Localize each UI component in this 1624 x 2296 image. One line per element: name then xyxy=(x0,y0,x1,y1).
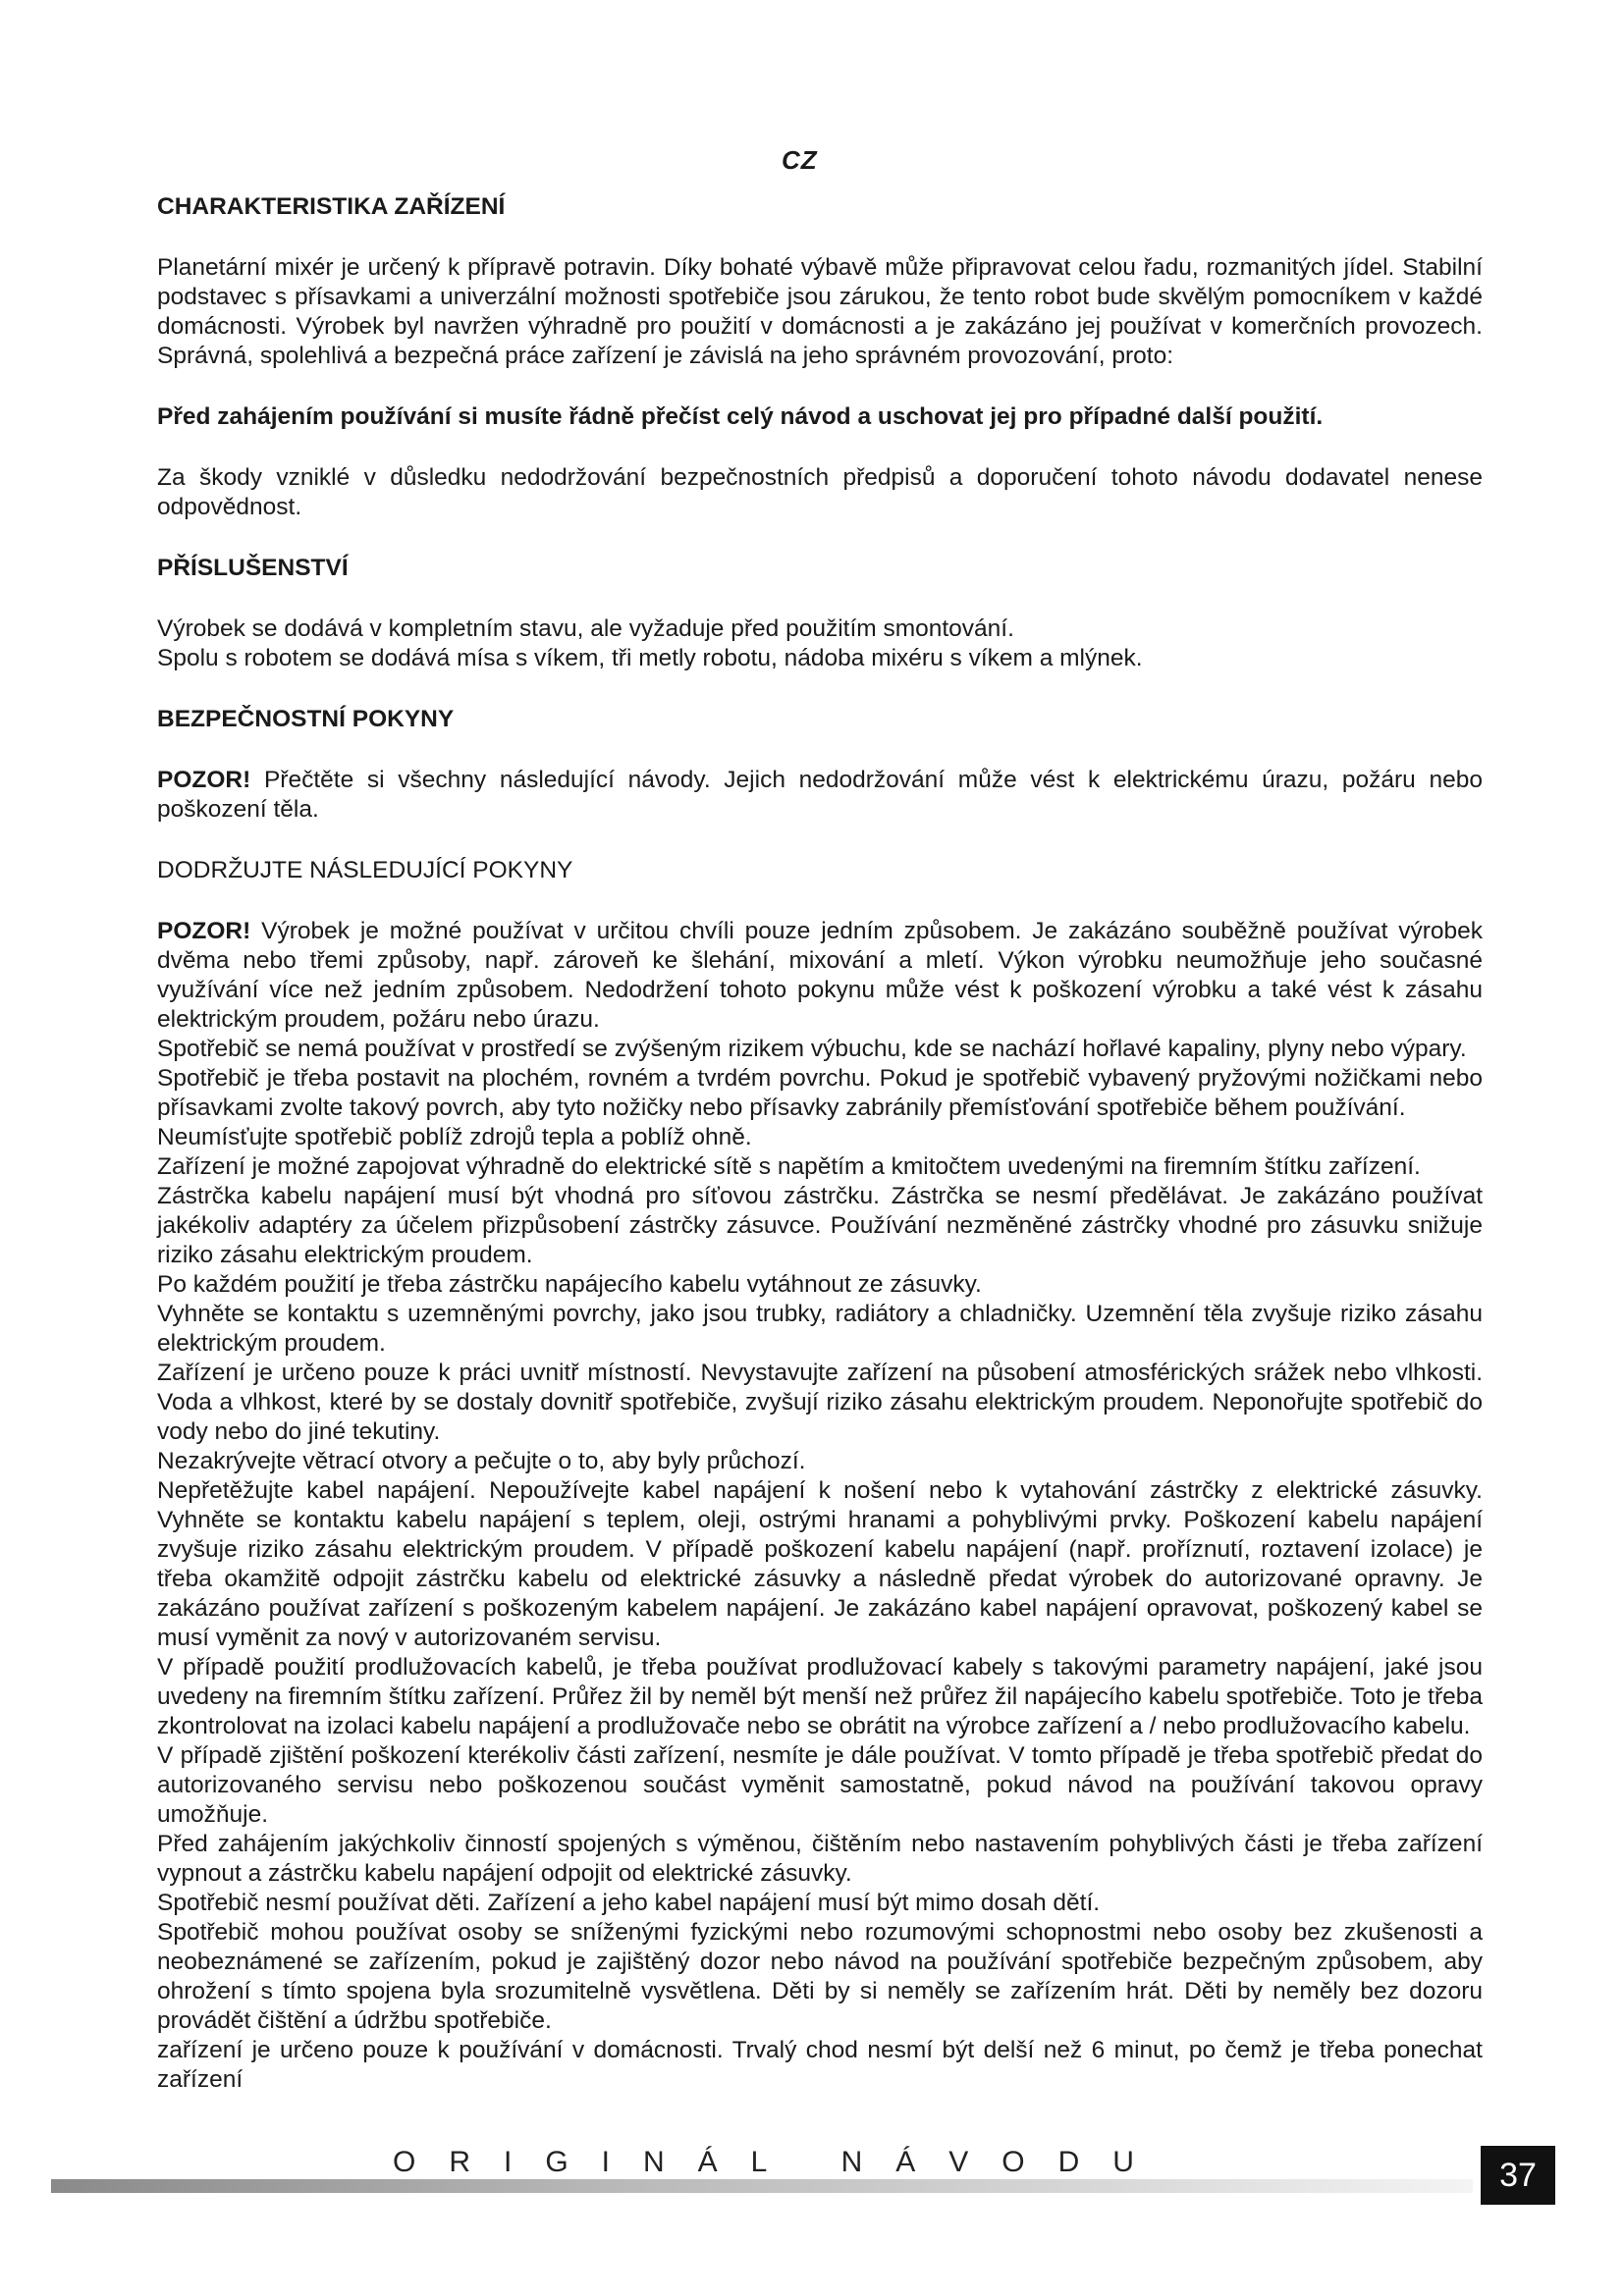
section-title-characteristics: CHARAKTERISTIKA ZAŘÍZENÍ xyxy=(157,193,506,220)
paragraph-safety-warning xyxy=(157,766,1483,825)
safety-item: Neumísťujte spotřebič poblíž zdrojů tepla a poblíž ohně. xyxy=(157,1124,752,1150)
document-body xyxy=(157,192,1483,2095)
safety-item: V případě použití prodlužovacích kabelů, je třeba používat prodlužovací kabely s takovými parametry napájení, jaké jsou uvedeny na firemním štítku zařízení. Průřez žil by neměl být menší než průřez žil napájecího kabelu spotřebiče. Toto je třeba zkontrolovat na izolaci kabelu napájení a prodlužovače nebo se obrátit na výrobce zařízení a / nebo prodlužovacího kabelu. xyxy=(157,1654,1483,1739)
safety-item: Před zahájením jakýchkoliv činností spojených s výměnou, čištěním nebo nastavením pohyblivých části je třeba zařízení vypnout a zástrčku kabelu napájení odpojit od elektrické zásuvky. xyxy=(157,1831,1483,1887)
safety-item: Zástrčka kabelu napájení musí být vhodná pro síťovou zástrčku. Zástrčka se nesmí předělávat. Je zakázáno používat jakékoliv adaptéry za účelem přizpůsobení zástrčky zásuvce. Používání nezměněné zástrčky vhodné pro zásuvku snižuje riziko zásahu elektrickým proudem. xyxy=(157,1183,1483,1268)
safety-item: Po každém použití je třeba zástrčku napájecího kabelu vytáhnout ze zásuvky. xyxy=(157,1271,982,1298)
warning-label: POZOR! xyxy=(157,918,251,944)
language-code: CZ xyxy=(782,145,818,175)
footer-title: ORIGINÁL NÁVODU xyxy=(393,2146,1167,2178)
safety-item: Nezakrývejte větrací otvory a pečujte o to, aby byly průchozí. xyxy=(157,1448,806,1474)
footer-gradient-bar xyxy=(51,2179,1473,2193)
safety-item: Zařízení je určeno pouze k práci uvnitř místností. Nevystavujte zařízení na působení atmosférických srážek nebo vlhkosti. Voda a vlhkost, které by se dostaly dovnitř spotřebiče, zvyšují riziko zásahu elektrickým proudem. Neponořujte spotřebič do vody nebo do jiné tekutiny. xyxy=(157,1360,1483,1445)
warning-text: Výrobek je možné používat v určitou chvíli pouze jedním způsobem. Je zakázáno souběžně používat výrobek dvěma nebo třemi způsoby, např. zároveň ke šlehání, mixování a mletí. Výkon výrobku neumožňuje jeho současné využívání více než jedním způsobem. Nedodržení tohoto pokynu může vést k poškození výrobku a také vést k zásahu elektrickým proudem, požáru nebo úrazu. xyxy=(157,918,1483,1033)
safety-item: Spotřebič se nemá používat v prostředí se zvýšeným rizikem výbuchu, kde se nachází hořlavé kapaliny, plyny nebo výpary. xyxy=(157,1036,1467,1062)
safety-item: V případě zjištění poškození kterékoliv části zařízení, nesmíte je dále používat. V tomto případě je třeba spotřebič předat do autorizovaného servisu nebo poškozenou součást vyměnit samostatně, pokud návod na používání takovou opravy umožňuje. xyxy=(157,1742,1483,1828)
safety-item: Spotřebič je třeba postavit na plochém, rovném a tvrdém povrchu. Pokud je spotřebič vybavený pryžovými nožičkami nebo přísavkami zvolte takový povrch, aby tyto nožičky nebo přísavky zabránily přemísťování spotřebiče během používání. xyxy=(157,1065,1483,1121)
paragraph-liability: Za škody vzniklé v důsledku nedodržování bezpečnostních předpisů a doporučení tohoto návodu dodavatel nenese odpovědnost. xyxy=(157,464,1483,520)
section-title-follow: DODRŽUJTE NÁSLEDUJÍCÍ POKYNY xyxy=(157,857,573,883)
paragraph-accessories-1: Výrobek se dodává v kompletním stavu, ale vyžaduje před použitím smontování. xyxy=(157,615,1014,642)
section-title-safety: BEZPEČNOSTNÍ POKYNY xyxy=(157,706,455,732)
warning-text: Přečtěte si všechny následující návody. Jejich nedodržování může vést k elektrickému úrazu, požáru nebo poškození těla. xyxy=(157,767,1483,823)
warning-label: POZOR! xyxy=(157,767,251,793)
page-number: 37 xyxy=(1481,2146,1555,2205)
safety-item: Nepřetěžujte kabel napájení. Nepoužívejte kabel napájení k nošení nebo k vytahování zástrčky z elektrické zásuvky. Vyhněte se kontaktu kabelu napájení s teplem, oleji, ostrými hranami a pohyblivými prvky. Poškození kabelu napájení zvyšuje riziko zásahu elektrickým proudem. V případě poškození kabelu napájení (např. proříznutí, roztavení izolace) je třeba okamžitě odpojit zástrčku kabelu od elektrické zásuvky a následně předat výrobek do autorizované opravny. Je zakázáno používat zařízení s poškozeným kabelem napájení. Je zakázáno kabel napájení opravovat, poškozený kabel se musí vyměnit za nový v autorizovaném servisu. xyxy=(157,1477,1483,1651)
safety-item: Spotřebič nesmí používat děti. Zařízení a jeho kabel napájení musí být mimo dosah dětí. xyxy=(157,1890,1101,1916)
paragraph-read-manual: Před zahájením používání si musíte řádně přečíst celý návod a uschovat jej pro případné další použití. xyxy=(157,403,1324,430)
paragraph-characteristics: Planetární mixér je určený k přípravě potravin. Díky bohaté výbavě může připravovat celou řadu, rozmanitých jídel. Stabilní podstavec s přísavkami a univerzální možnosti spotřebiče jsou zárukou, že tento robot bude skvělým pomocníkem v každé domácnosti. Výrobek byl navržen výhradně pro použití v domácnosti a je zakázáno jej používat v komerčních provozech. Správná, spolehlivá a bezpečná práce zařízení je závislá na jeho správném provozování, proto: xyxy=(157,254,1483,369)
safety-item: Vyhněte se kontaktu s uzemněnými povrchy, jako jsou trubky, radiátory a chladničky. Uzemnění těla zvyšuje riziko zásahu elektrickým proudem. xyxy=(157,1301,1483,1357)
paragraph-accessories-2: Spolu s robotem se dodává mísa s víkem, tři metly robotu, nádoba mixéru s víkem a mlýnek. xyxy=(157,645,1143,671)
safety-item: Zařízení je možné zapojovat výhradně do elektrické sítě s napětím a kmitočtem uvedenými na firemním štítku zařízení. xyxy=(157,1153,1421,1180)
safety-item: zařízení je určeno pouze k používání v domácnosti. Trvalý chod nesmí být delší než 6 minut, po čemž je třeba ponechat zařízení xyxy=(157,2037,1483,2093)
paragraph-follow-warning xyxy=(157,917,1483,1035)
section-title-accessories: PŘÍSLUŠENSTVÍ xyxy=(157,555,349,581)
safety-item: Spotřebič mohou používat osoby se sníženými fyzickými nebo rozumovými schopnostmi nebo osoby bez zkušenosti a neobeznámené se zařízením, pokud je zajištěný dozor nebo návod na používání spotřebiče bezpečným způsobem, aby ohrožení s tímto spojena byla srozumitelně vysvětlena. Děti by si neměly se zařízením hrát. Děti by neměly bez dozoru provádět čištění a údržbu spotřebiče. xyxy=(157,1919,1483,2034)
